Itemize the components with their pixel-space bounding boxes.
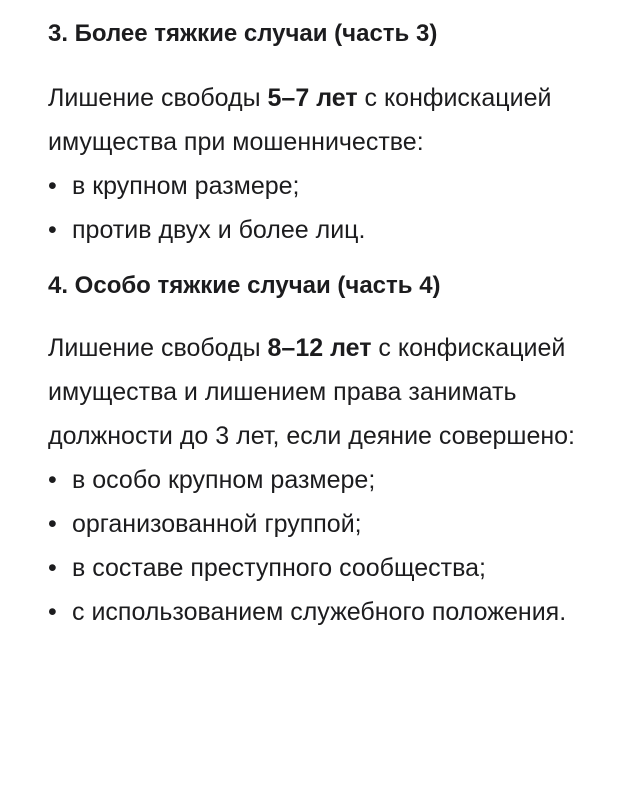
section-4-heading: 4. Особо тяжкие случаи (часть 4)	[48, 272, 441, 299]
bullet-icon: •	[48, 466, 57, 494]
section-3-list	[48, 164, 592, 252]
list-item	[48, 458, 592, 502]
section-3-text-before: Лишение свободы	[48, 84, 268, 112]
list-item	[48, 546, 592, 590]
list-item	[48, 208, 592, 252]
section-4-text-before: Лишение свободы	[48, 334, 268, 362]
section-4-text-after: с конфискацией имущества и лишением права занимать должности до 3 лет, если деяние совершено:	[48, 334, 576, 450]
section-3-heading: 3. Более тяжкие случаи (часть 3)	[48, 20, 438, 47]
list-item	[48, 590, 592, 634]
section-4-list	[48, 458, 592, 634]
list-item	[48, 502, 592, 546]
list-item-text: в крупном размере;	[72, 172, 300, 200]
section-3-paragraph	[48, 76, 592, 164]
section-4-paragraph	[48, 326, 592, 458]
list-item-text: с использованием служебного положения.	[72, 598, 567, 626]
bullet-icon: •	[48, 216, 57, 244]
section-3-text-after: с конфискацией имущества при мошенничестве:	[48, 84, 552, 156]
list-item	[48, 164, 592, 208]
list-item-text: организованной группой;	[72, 510, 362, 538]
section-3-term: 5–7 лет	[267, 84, 358, 112]
bullet-icon: •	[48, 598, 57, 626]
section-4-term: 8–12 лет	[267, 334, 372, 362]
bullet-icon: •	[48, 510, 57, 538]
list-item-text: против двух и более лиц.	[72, 216, 366, 244]
bullet-icon: •	[48, 554, 57, 582]
bullet-icon: •	[48, 172, 57, 200]
list-item-text: в составе преступного сообщества;	[72, 554, 486, 582]
list-item-text: в особо крупном размере;	[72, 466, 376, 494]
